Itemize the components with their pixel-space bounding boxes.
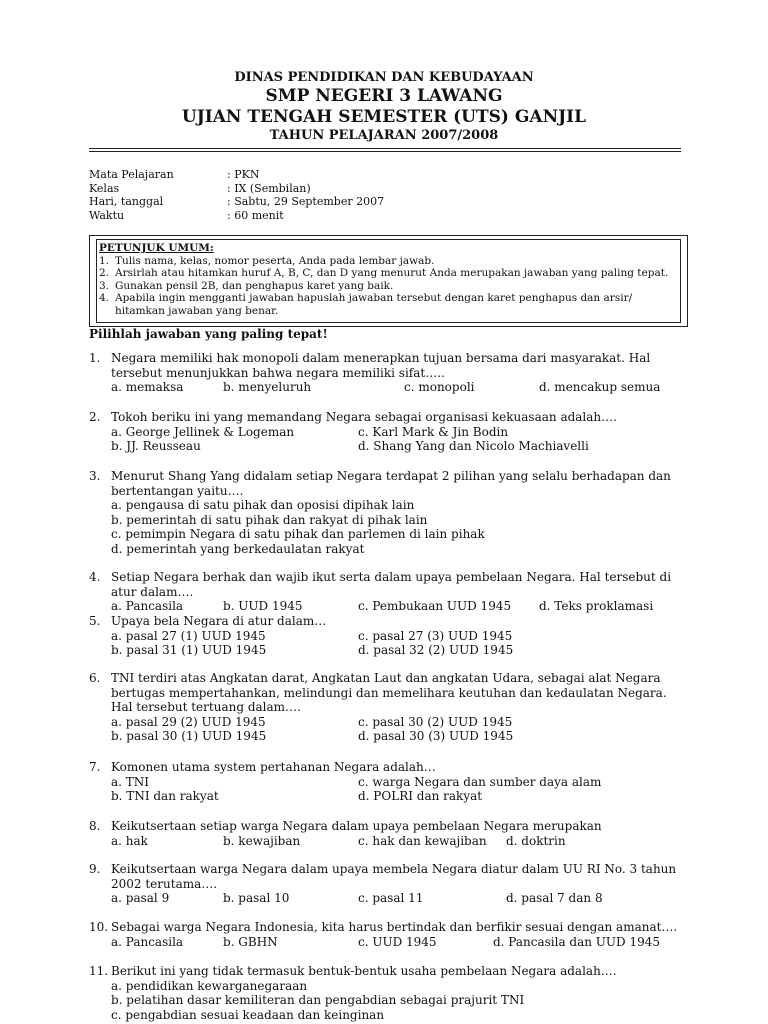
option-d: d. doktrin xyxy=(506,833,566,848)
option-c: c. pasal 11 xyxy=(358,891,424,905)
header-divider-2 xyxy=(89,151,681,152)
instruction-text: Gunakan pensil 2B, dan penghapus karet yang baik. xyxy=(115,279,394,292)
instruction-number: 2. xyxy=(99,267,110,280)
instruction-item xyxy=(99,267,684,280)
instructions-title: PETUNJUK UMUM: xyxy=(99,242,214,254)
instruction-text: Arsirlah atau hitamkan huruf A, B, C, dan D yang menurut Anda merupakan jawaban yang paling tepat. xyxy=(115,267,669,280)
info-value: : Sabtu, 29 September 2007 xyxy=(227,195,385,208)
option-c: c. pasal 27 (3) UUD 1945 xyxy=(358,628,513,643)
question-text: Komonen utama system pertahanan Negara adalah… xyxy=(111,760,436,774)
option-c: c. pengabdian sesuai keadaan dan keinginan xyxy=(111,1007,385,1022)
question-number: 11. xyxy=(89,964,109,978)
question-2 xyxy=(89,410,689,454)
info-value: : PKN xyxy=(227,168,260,181)
info-label: Waktu xyxy=(89,208,125,222)
option-c: c. pasal 30 (2) UUD 1945 xyxy=(358,714,513,729)
option-b: b. GBHN xyxy=(223,934,278,949)
option-c: c. UUD 1945 xyxy=(358,934,437,949)
question-text: Negara memiliki hak monopoli dalam menerapkan tujuan bersama dari masyarakat. Hal tersebut menunjukkan bahwa negara memiliki sifat….. xyxy=(111,351,651,380)
instruction-text: Tulis nama, kelas, nomor peserta, Anda pada lembar jawab. xyxy=(115,254,435,267)
instruction-number: 3. xyxy=(99,279,110,292)
option-b: b. kewajiban xyxy=(223,833,301,848)
option-b: b. JJ. Reusseau xyxy=(111,439,201,453)
question-number: 6. xyxy=(89,671,101,685)
option-a: a. TNI xyxy=(111,774,150,789)
option-a: a. pendidikan kewarganegaraan xyxy=(111,978,308,993)
question-number: 3. xyxy=(89,469,101,483)
instruction-item xyxy=(99,292,684,317)
agency-title: DINAS PENDIDIKAN DAN KEBUDAYAAN xyxy=(234,70,534,85)
option-c: c. warga Negara dan sumber daya alam xyxy=(358,774,602,789)
academic-year: TAHUN PELAJARAN 2007/2008 xyxy=(269,128,499,143)
exam-info xyxy=(89,168,384,222)
header-divider-1 xyxy=(89,148,681,149)
option-d: d. POLRI dan rakyat xyxy=(358,789,483,803)
question-text: Sebagai warga Negara Indonesia, kita harus bertindak dan berfikir sesuai dengan amanat…. xyxy=(111,920,678,934)
exam-title: UJIAN TENGAH SEMESTER (UTS) GANJIL xyxy=(181,107,587,127)
option-a: a. pasal 27 (1) UUD 1945 xyxy=(111,628,266,643)
option-a: a. pengausa di satu pihak dan oposisi dipihak lain xyxy=(111,498,415,512)
option-a: a. Pancasila xyxy=(111,934,184,949)
question-7 xyxy=(89,760,689,804)
option-a: a. memaksa xyxy=(111,380,184,394)
info-row-subject xyxy=(89,168,384,182)
instruction-number: 4. xyxy=(99,292,110,305)
question-text: Menurut Shang Yang didalam setiap Negara terdapat 2 pilihan yang selalu berhadapan dan bertentangan yaitu…. xyxy=(111,469,671,498)
question-number: 9. xyxy=(89,862,101,876)
option-b: b. pelatihan dasar kemiliteran dan pengabdian sebagai prajurit TNI xyxy=(111,993,525,1007)
instruction-item xyxy=(99,280,684,293)
option-d: d. mencakup semua xyxy=(539,380,661,394)
option-d: d. Teks proklamasi xyxy=(539,599,654,613)
option-d: d. pasal 30 (3) UUD 1945 xyxy=(358,729,514,743)
option-c: c. monopoli xyxy=(404,380,475,394)
option-b: b. pasal 31 (1) UUD 1945 xyxy=(111,643,267,657)
question-8 xyxy=(89,819,689,848)
option-d: d. pasal 32 (2) UUD 1945 xyxy=(358,643,514,657)
question-number: 10. xyxy=(89,920,109,934)
school-name: SMP NEGERI 3 LAWANG xyxy=(265,86,503,106)
question-10 xyxy=(89,920,689,949)
info-label: Hari, tanggal xyxy=(89,195,164,208)
question-4 xyxy=(89,570,689,614)
option-b: b. pasal 10 xyxy=(223,891,290,905)
info-row-class xyxy=(89,182,384,196)
option-d: d. pasal 7 dan 8 xyxy=(506,891,603,905)
question-number: 1. xyxy=(89,351,101,365)
option-c: c. pemimpin Negara di satu pihak dan parlemen di lain pihak xyxy=(111,527,485,541)
option-a: a. pasal 9 xyxy=(111,891,170,905)
option-d: d. Shang Yang dan Nicolo Machiavelli xyxy=(358,439,589,453)
question-number: 5. xyxy=(89,614,101,628)
option-d: d. Pancasila dan UUD 1945 xyxy=(493,934,660,949)
info-value: : IX (Sembilan) xyxy=(227,181,311,195)
question-5 xyxy=(89,614,689,658)
question-text: TNI terdiri atas Angkatan darat, Angkatan Laut dan angkatan Udara, sebagai alat Negara bertugas mempertahankan, melindungi dan memelihara keutuhan dan kedaulatan Negara. Hal tersebut tertuang dalam…. xyxy=(111,671,667,714)
question-3 xyxy=(89,469,689,556)
info-label: Kelas xyxy=(89,181,120,195)
section-instruction: Pilihlah jawaban yang paling tepat! xyxy=(89,327,328,341)
option-b: b. pemerintah di satu pihak dan rakyat di pihak lain xyxy=(111,512,428,527)
question-text: Upaya bela Negara di atur dalam… xyxy=(111,614,327,628)
instructions-box xyxy=(99,242,684,318)
question-6 xyxy=(89,671,689,744)
document-header xyxy=(0,70,768,144)
option-b: b. TNI dan rakyat xyxy=(111,789,219,803)
option-d: d. pemerintah yang berkedaulatan rakyat xyxy=(111,541,365,556)
option-b: b. menyeluruh xyxy=(223,380,312,394)
question-text: Berikut ini yang tidak termasuk bentuk-bentuk usaha pembelaan Negara adalah…. xyxy=(111,964,617,978)
instruction-text: Apabila ingin mengganti jawaban hapuslah jawaban tersebut dengan karet penghapus dan arsir/ hitamkan jawaban yang benar. xyxy=(115,292,633,317)
question-text: Keikutsertaan setiap warga Negara dalam upaya pembelaan Negara merupakan xyxy=(111,819,602,833)
instruction-item xyxy=(99,255,684,268)
option-c: c. Pembukaan UUD 1945 xyxy=(358,599,512,613)
question-text: Tokoh beriku ini yang memandang Negara sebagai organisasi kekuasaan adalah…. xyxy=(111,410,617,424)
question-number: 4. xyxy=(89,570,101,584)
option-a: a. pasal 29 (2) UUD 1945 xyxy=(111,714,266,729)
info-label: Mata Pelajaran xyxy=(89,168,174,181)
option-b: b. pasal 30 (1) UUD 1945 xyxy=(111,729,267,743)
question-number: 8. xyxy=(89,819,101,833)
info-value: : 60 menit xyxy=(227,208,284,222)
option-a: a. hak xyxy=(111,833,148,848)
option-c: c. Karl Mark & Jin Bodin xyxy=(358,424,509,439)
info-row-date xyxy=(89,195,384,209)
info-row-time xyxy=(89,209,384,223)
question-11 xyxy=(89,964,689,1022)
instruction-number: 1. xyxy=(99,254,110,267)
question-text: Keikutsertaan warga Negara dalam upaya membela Negara diatur dalam UU RI No. 3 tahun 2002 terutama…. xyxy=(111,862,677,891)
question-number: 2. xyxy=(89,410,101,424)
question-number: 7. xyxy=(89,760,101,774)
question-1 xyxy=(89,351,689,395)
question-9 xyxy=(89,862,689,906)
option-b: b. UUD 1945 xyxy=(223,599,303,613)
option-a: a. George Jellinek & Logeman xyxy=(111,424,295,439)
option-a: a. Pancasila xyxy=(111,599,184,613)
option-c: c. hak dan kewajiban xyxy=(358,833,487,848)
question-text: Setiap Negara berhak dan wajib ikut serta dalam upaya pembelaan Negara. Hal tersebut di atur dalam…. xyxy=(111,570,672,599)
